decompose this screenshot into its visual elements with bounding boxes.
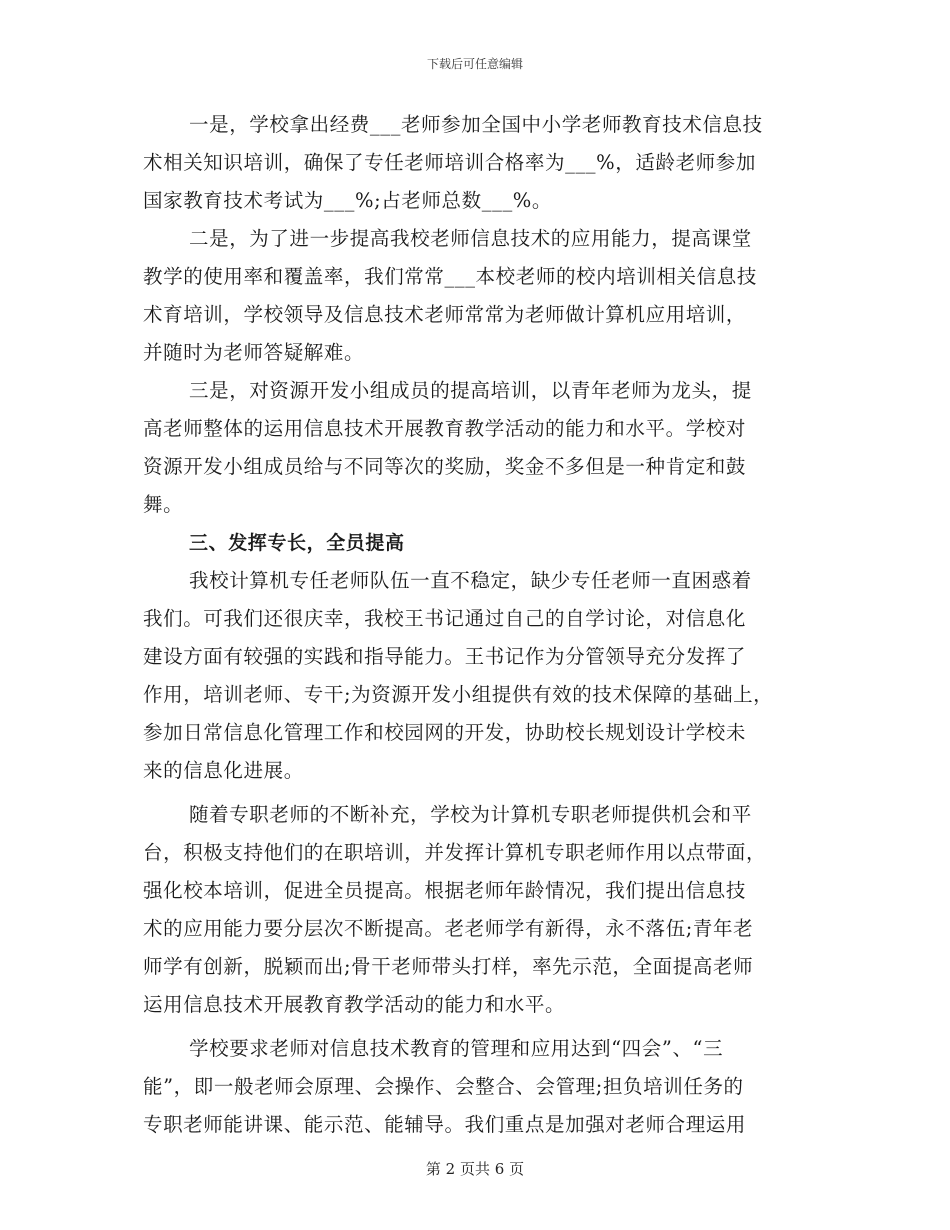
paragraph-line: 强化校本培训，促进全员提高。根据老师年龄情况，我们提出信息技 xyxy=(143,879,747,902)
paragraph-line: 师学有创新，脱颖而出;骨干老师带头打样，率先示范，全面提高老师 xyxy=(143,955,754,978)
paragraph-line: 教学的使用率和覆盖率，我们常常___本校老师的校内培训相关信息技 xyxy=(143,265,757,288)
paragraph-line: 随着专职老师的不断补充，学校为计算机专职老师提供机会和平 xyxy=(189,803,752,826)
paragraph-line: 国家教育技术考试为___%;占老师总数___%。 xyxy=(143,189,553,212)
paragraph-line: 我们。可我们还很庆幸，我校王书记通过自己的自学讨论，对信息化 xyxy=(143,607,747,630)
paragraph-line: 三是，对资源开发小组成员的提高培训，以青年老师为龙头，提 xyxy=(189,379,752,402)
paragraph-line: 建设方面有较强的实践和指导能力。王书记作为分管领导充分发挥了 xyxy=(143,645,747,668)
paragraph-line: 术相关知识培训，确保了专任老师培训合格率为___%，适龄老师参加 xyxy=(143,151,756,174)
paragraph-line: 术的应用能力要分层次不断提高。老老师学有新得，永不落伍;青年老 xyxy=(143,917,754,940)
paragraph-line: 资源开发小组成员给与不同等次的奖励，奖金不多但是一种肯定和鼓 xyxy=(143,455,747,478)
section-heading: 三、发挥专长，全员提高 xyxy=(189,532,405,554)
paragraph-line: 一是，学校拿出经费___老师参加全国中小学老师教育技术信息技 xyxy=(189,113,763,136)
paragraph-line: 台，积极支持他们的在职培训，并发挥计算机专职老师作用以点带面， xyxy=(143,841,767,864)
page-footer: 第 2 页共 6 页 xyxy=(425,1160,525,1178)
paragraph-line: 作用，培训老师、专干;为资源开发小组提供有效的技术保障的基础上， xyxy=(143,683,774,706)
paragraph-line: 并随时为老师答疑解难。 xyxy=(143,341,365,364)
paragraph-line: 来的信息化进展。 xyxy=(143,759,304,782)
paragraph-line: 能”，即一般老师会原理、会操作、会整合、会管理;担负培训任务的 xyxy=(143,1075,744,1098)
paragraph-line: 舞。 xyxy=(143,493,184,516)
paragraph-line: 学校要求老师对信息技术教育的管理和应用达到“四会”、“三 xyxy=(189,1037,724,1060)
paragraph-line: 专职老师能讲课、能示范、能辅导。我们重点是加强对老师合理运用 xyxy=(143,1113,747,1136)
paragraph-line: 术育培训，学校领导及信息技术老师常常为老师做计算机应用培训， xyxy=(143,303,747,326)
paragraph-line: 参加日常信息化管理工作和校园网的开发，协助校长规划设计学校未 xyxy=(143,721,747,744)
paragraph-line: 运用信息技术开展教育教学活动的能力和水平。 xyxy=(143,993,566,1016)
paragraph-line: 高老师整体的运用信息技术开展教育教学活动的能力和水平。学校对 xyxy=(143,417,747,440)
paragraph-line: 我校计算机专任老师队伍一直不稳定，缺少专任老师一直困惑着 xyxy=(189,569,752,592)
paragraph-line: 二是，为了进一步提高我校老师信息技术的应用能力，提高课堂 xyxy=(189,227,752,250)
page-header: 下载后可任意编辑 xyxy=(426,57,523,71)
